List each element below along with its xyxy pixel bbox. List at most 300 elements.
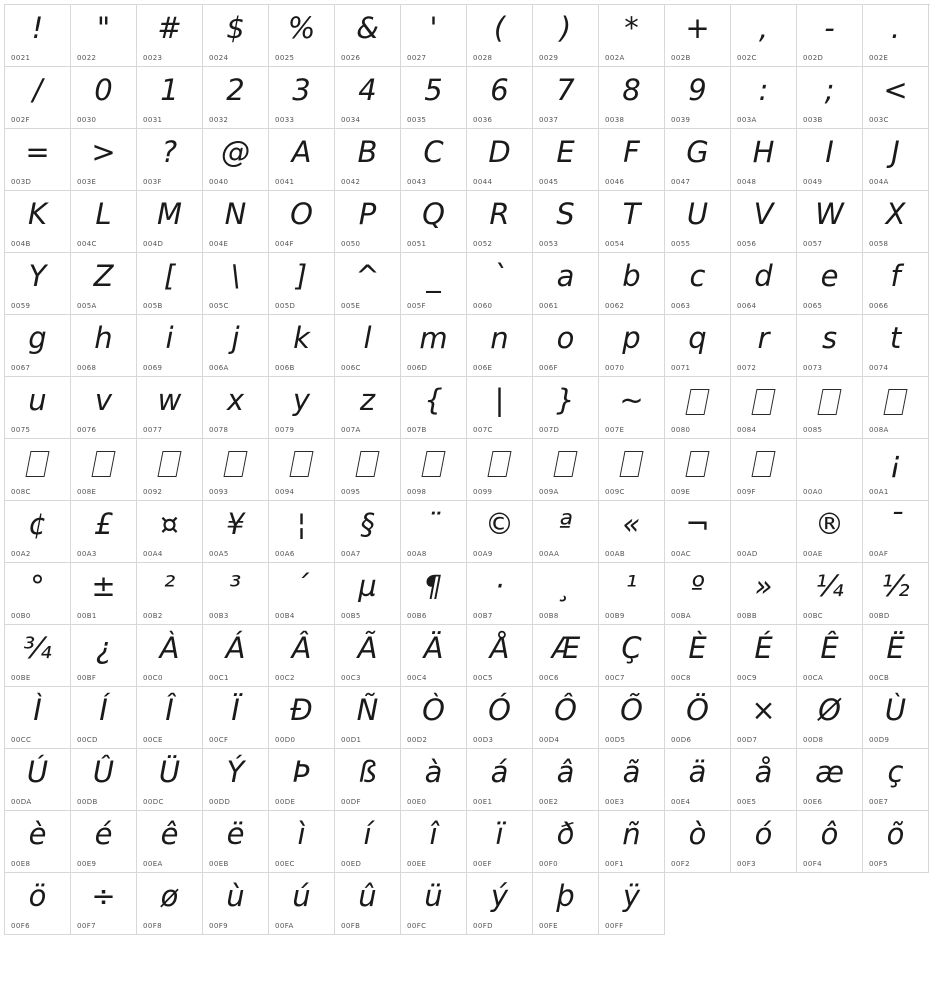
glyph-cell[interactable] <box>203 191 269 253</box>
glyph-cell[interactable] <box>731 315 797 377</box>
glyph-cell[interactable] <box>863 129 929 191</box>
glyph-cell[interactable] <box>137 811 203 873</box>
glyph-codepoint: 00C0 <box>143 674 163 682</box>
glyph-cell[interactable] <box>797 191 863 253</box>
glyph-cell[interactable] <box>467 749 533 811</box>
glyph-codepoint: 003B <box>803 116 823 124</box>
glyph-cell[interactable] <box>335 501 401 563</box>
glyph-character: Û <box>92 755 115 789</box>
glyph-cell[interactable] <box>137 501 203 563</box>
glyph-cell[interactable] <box>599 749 665 811</box>
glyph-cell[interactable] <box>467 5 533 67</box>
glyph-cell[interactable] <box>731 625 797 687</box>
glyph-cell[interactable] <box>731 67 797 129</box>
glyph-cell[interactable] <box>533 253 599 315</box>
glyph-character: x <box>226 383 245 417</box>
glyph-cell[interactable] <box>665 749 731 811</box>
glyph-codepoint: 0040 <box>209 178 229 186</box>
glyph-cell[interactable] <box>533 687 599 749</box>
glyph-cell[interactable] <box>797 5 863 67</box>
glyph-cell[interactable] <box>467 501 533 563</box>
glyph-cell[interactable] <box>401 563 467 625</box>
glyph-codepoint: 0031 <box>143 116 163 124</box>
glyph-cell[interactable] <box>533 315 599 377</box>
glyph-cell[interactable] <box>137 873 203 935</box>
glyph-cell[interactable] <box>5 191 71 253</box>
glyph-cell[interactable] <box>401 315 467 377</box>
glyph-codepoint: 00C6 <box>539 674 559 682</box>
glyph-codepoint: 0079 <box>275 426 295 434</box>
glyph-cell[interactable] <box>5 563 71 625</box>
glyph-cell[interactable] <box>5 5 71 67</box>
glyph-cell[interactable] <box>5 439 71 501</box>
glyph-cell[interactable] <box>467 811 533 873</box>
glyph-character: 4 <box>358 73 377 107</box>
glyph-cell[interactable] <box>335 811 401 873</box>
glyph-cell[interactable] <box>335 253 401 315</box>
glyph-cell[interactable] <box>203 811 269 873</box>
glyph-character: z <box>359 383 376 417</box>
glyph-cell[interactable] <box>599 625 665 687</box>
glyph-codepoint: 0034 <box>341 116 361 124</box>
glyph-codepoint: 007E <box>605 426 625 434</box>
glyph-character: P <box>358 197 377 231</box>
glyph-cell[interactable] <box>203 129 269 191</box>
glyph-cell[interactable] <box>665 563 731 625</box>
glyph-character: Ø <box>818 693 841 727</box>
glyph-cell[interactable] <box>71 377 137 439</box>
glyph-cell[interactable] <box>533 501 599 563</box>
glyph-cell[interactable] <box>731 253 797 315</box>
glyph-cell[interactable] <box>797 625 863 687</box>
glyph-cell[interactable] <box>5 501 71 563</box>
glyph-cell[interactable] <box>731 501 797 563</box>
glyph-codepoint: 0064 <box>737 302 757 310</box>
glyph-cell[interactable] <box>5 315 71 377</box>
glyph-character: ¹ <box>625 569 638 603</box>
glyph-character: û <box>358 879 377 913</box>
glyph-cell[interactable] <box>71 315 137 377</box>
glyph-cell[interactable] <box>863 625 929 687</box>
glyph-cell[interactable] <box>401 873 467 935</box>
glyph-cell[interactable] <box>203 501 269 563</box>
glyph-character: ª <box>558 507 573 541</box>
glyph-cell[interactable] <box>467 377 533 439</box>
glyph-cell[interactable] <box>467 253 533 315</box>
glyph-cell[interactable] <box>401 377 467 439</box>
glyph-cell[interactable] <box>71 191 137 253</box>
glyph-character: µ <box>358 569 377 603</box>
glyph-cell[interactable] <box>203 315 269 377</box>
glyph-cell[interactable] <box>203 439 269 501</box>
glyph-cell[interactable] <box>599 687 665 749</box>
glyph-cell[interactable] <box>269 563 335 625</box>
glyph-character: ê <box>160 817 179 851</box>
glyph-character: ¾ <box>23 631 52 665</box>
glyph-cell[interactable] <box>863 191 929 253</box>
glyph-codepoint: 00A8 <box>407 550 427 558</box>
notdef-box-icon <box>25 451 49 477</box>
glyph-cell[interactable] <box>401 811 467 873</box>
glyph-codepoint: 005C <box>209 302 229 310</box>
glyph-codepoint: 005D <box>275 302 296 310</box>
glyph-cell[interactable] <box>335 5 401 67</box>
notdef-box-icon <box>553 451 577 477</box>
glyph-cell[interactable] <box>665 501 731 563</box>
glyph-cell[interactable] <box>71 811 137 873</box>
glyph-cell[interactable] <box>335 749 401 811</box>
glyph-codepoint: 0047 <box>671 178 691 186</box>
glyph-cell[interactable] <box>335 67 401 129</box>
glyph-cell[interactable] <box>797 129 863 191</box>
glyph-cell[interactable] <box>137 563 203 625</box>
glyph-cell[interactable] <box>665 67 731 129</box>
glyph-character: ² <box>163 569 176 603</box>
glyph-cell[interactable] <box>71 687 137 749</box>
glyph-cell[interactable] <box>335 191 401 253</box>
glyph-character: M <box>156 197 183 231</box>
glyph-cell[interactable] <box>71 749 137 811</box>
glyph-cell[interactable] <box>533 873 599 935</box>
glyph-character: 5 <box>424 73 443 107</box>
glyph-cell[interactable] <box>533 439 599 501</box>
glyph-cell[interactable] <box>599 129 665 191</box>
glyph-cell[interactable] <box>203 687 269 749</box>
glyph-character: q <box>688 321 707 355</box>
glyph-codepoint: 0035 <box>407 116 427 124</box>
glyph-cell[interactable] <box>665 377 731 439</box>
glyph-cell[interactable] <box>203 625 269 687</box>
glyph-cell[interactable] <box>599 5 665 67</box>
glyph-cell[interactable] <box>401 191 467 253</box>
glyph-cell[interactable] <box>269 5 335 67</box>
glyph-codepoint: 009F <box>737 488 756 496</box>
glyph-codepoint: 00C2 <box>275 674 295 682</box>
glyph-cell[interactable] <box>335 625 401 687</box>
glyph-cell[interactable] <box>269 625 335 687</box>
glyph-cell[interactable] <box>467 129 533 191</box>
glyph-character: l <box>363 321 372 355</box>
glyph-cell[interactable] <box>731 5 797 67</box>
glyph-cell[interactable] <box>533 377 599 439</box>
glyph-cell[interactable] <box>599 563 665 625</box>
glyph-cell[interactable] <box>797 749 863 811</box>
glyph-cell[interactable] <box>467 439 533 501</box>
glyph-codepoint: 0069 <box>143 364 163 372</box>
glyph-cell[interactable] <box>797 377 863 439</box>
glyph-cell[interactable] <box>401 687 467 749</box>
glyph-cell[interactable] <box>71 5 137 67</box>
glyph-cell[interactable] <box>863 377 929 439</box>
glyph-cell[interactable] <box>731 377 797 439</box>
glyph-cell[interactable] <box>797 501 863 563</box>
glyph-cell[interactable] <box>335 687 401 749</box>
glyph-cell[interactable] <box>599 315 665 377</box>
glyph-cell[interactable] <box>665 253 731 315</box>
glyph-cell[interactable] <box>5 873 71 935</box>
glyph-cell[interactable] <box>203 5 269 67</box>
glyph-character: h <box>94 321 113 355</box>
glyph-cell[interactable] <box>5 129 71 191</box>
glyph-cell[interactable] <box>137 439 203 501</box>
glyph-codepoint: 00FC <box>407 922 427 930</box>
glyph-cell[interactable] <box>269 749 335 811</box>
glyph-codepoint: 0075 <box>11 426 31 434</box>
glyph-cell[interactable] <box>137 191 203 253</box>
glyph-cell[interactable] <box>203 563 269 625</box>
glyph-cell[interactable] <box>731 129 797 191</box>
glyph-codepoint: 0042 <box>341 178 361 186</box>
glyph-cell[interactable] <box>533 563 599 625</box>
glyph-cell[interactable] <box>401 501 467 563</box>
glyph-cell[interactable] <box>269 439 335 501</box>
glyph-character <box>401 441 466 483</box>
glyph-cell[interactable] <box>137 315 203 377</box>
glyph-codepoint: 00C9 <box>737 674 757 682</box>
glyph-cell[interactable] <box>137 5 203 67</box>
glyph-cell[interactable] <box>5 67 71 129</box>
glyph-cell[interactable] <box>665 811 731 873</box>
glyph-character <box>731 441 796 483</box>
glyph-cell[interactable] <box>137 253 203 315</box>
glyph-cell[interactable] <box>731 811 797 873</box>
glyph-cell[interactable] <box>203 253 269 315</box>
glyph-cell[interactable] <box>599 811 665 873</box>
glyph-cell[interactable] <box>269 873 335 935</box>
glyph-cell[interactable] <box>401 625 467 687</box>
glyph-character: ¿ <box>95 631 112 665</box>
glyph-cell[interactable] <box>863 315 929 377</box>
glyph-cell[interactable] <box>137 67 203 129</box>
glyph-cell[interactable] <box>863 687 929 749</box>
glyph-cell[interactable] <box>863 563 929 625</box>
glyph-cell[interactable] <box>467 191 533 253</box>
glyph-cell[interactable] <box>863 439 929 501</box>
glyph-cell[interactable] <box>5 687 71 749</box>
glyph-character: ¥ <box>226 507 245 541</box>
glyph-cell[interactable] <box>269 129 335 191</box>
glyph-cell[interactable] <box>71 873 137 935</box>
glyph-character: í <box>363 817 372 851</box>
glyph-cell[interactable] <box>665 439 731 501</box>
glyph-cell[interactable] <box>665 191 731 253</box>
glyph-codepoint: 0084 <box>737 426 757 434</box>
glyph-cell[interactable] <box>467 687 533 749</box>
glyph-character: § <box>360 507 375 541</box>
glyph-cell[interactable] <box>665 315 731 377</box>
glyph-cell[interactable] <box>665 625 731 687</box>
glyph-cell[interactable] <box>203 377 269 439</box>
glyph-codepoint: 00C5 <box>473 674 493 682</box>
glyph-codepoint: 00E7 <box>869 798 889 806</box>
glyph-codepoint: 003A <box>737 116 757 124</box>
glyph-cell[interactable] <box>71 67 137 129</box>
glyph-cell[interactable] <box>71 129 137 191</box>
glyph-character: Ó <box>488 693 511 727</box>
glyph-cell[interactable] <box>335 563 401 625</box>
glyph-cell[interactable] <box>71 439 137 501</box>
glyph-cell[interactable] <box>599 253 665 315</box>
glyph-cell[interactable] <box>731 563 797 625</box>
glyph-character: × <box>751 693 776 727</box>
glyph-cell[interactable] <box>863 5 929 67</box>
glyph-cell[interactable] <box>797 811 863 873</box>
glyph-cell[interactable] <box>5 625 71 687</box>
glyph-cell[interactable] <box>401 749 467 811</box>
glyph-character: æ <box>815 755 844 789</box>
glyph-cell[interactable] <box>335 129 401 191</box>
glyph-cell[interactable] <box>467 67 533 129</box>
glyph-character: ¨ <box>426 507 441 541</box>
glyph-character: Ü <box>158 755 181 789</box>
glyph-codepoint: 008C <box>11 488 31 496</box>
glyph-character: ; <box>824 73 835 107</box>
glyph-codepoint: 0054 <box>605 240 625 248</box>
glyph-cell[interactable] <box>467 625 533 687</box>
glyph-cell[interactable] <box>137 687 203 749</box>
glyph-cell[interactable] <box>137 129 203 191</box>
glyph-cell[interactable] <box>203 67 269 129</box>
glyph-cell[interactable] <box>137 749 203 811</box>
glyph-character: J <box>891 135 900 169</box>
glyph-codepoint: 0080 <box>671 426 691 434</box>
glyph-cell[interactable] <box>5 377 71 439</box>
glyph-cell[interactable] <box>269 811 335 873</box>
glyph-cell[interactable] <box>797 439 863 501</box>
glyph-character: K <box>27 197 48 231</box>
glyph-cell[interactable] <box>401 5 467 67</box>
glyph-cell[interactable] <box>665 5 731 67</box>
glyph-cell[interactable] <box>533 749 599 811</box>
glyph-cell[interactable] <box>71 253 137 315</box>
glyph-cell[interactable] <box>335 439 401 501</box>
glyph-character: © <box>485 507 514 541</box>
glyph-cell[interactable] <box>467 563 533 625</box>
glyph-codepoint: 0078 <box>209 426 229 434</box>
glyph-codepoint: 0025 <box>275 54 295 62</box>
glyph-character: ¦ <box>296 507 307 541</box>
glyph-character: X <box>885 197 906 231</box>
glyph-cell[interactable] <box>533 191 599 253</box>
glyph-cell[interactable] <box>71 563 137 625</box>
glyph-character: Ô <box>554 693 577 727</box>
glyph-cell[interactable] <box>203 749 269 811</box>
glyph-character: ~ <box>619 383 644 417</box>
glyph-character: ä <box>688 755 707 789</box>
glyph-cell[interactable] <box>797 67 863 129</box>
glyph-character <box>665 379 730 421</box>
glyph-cell[interactable] <box>5 749 71 811</box>
glyph-character <box>665 441 730 483</box>
glyph-cell[interactable] <box>467 873 533 935</box>
glyph-cell[interactable] <box>71 501 137 563</box>
glyph-cell[interactable] <box>401 253 467 315</box>
glyph-character: \ <box>230 259 241 293</box>
glyph-character: ò <box>688 817 707 851</box>
glyph-cell[interactable] <box>533 67 599 129</box>
glyph-cell[interactable] <box>863 501 929 563</box>
glyph-cell[interactable] <box>269 191 335 253</box>
glyph-cell[interactable] <box>335 315 401 377</box>
glyph-cell[interactable] <box>269 687 335 749</box>
glyph-cell[interactable] <box>5 253 71 315</box>
glyph-cell[interactable] <box>863 811 929 873</box>
glyph-cell[interactable] <box>599 67 665 129</box>
glyph-cell[interactable] <box>71 625 137 687</box>
glyph-character: w <box>157 383 182 417</box>
glyph-cell[interactable] <box>335 873 401 935</box>
glyph-character: £ <box>94 507 113 541</box>
glyph-cell[interactable] <box>665 129 731 191</box>
glyph-character: º <box>690 569 705 603</box>
glyph-cell[interactable] <box>401 439 467 501</box>
glyph-cell[interactable] <box>137 625 203 687</box>
glyph-codepoint: 0050 <box>341 240 361 248</box>
glyph-cell[interactable] <box>5 811 71 873</box>
glyph-codepoint: 0094 <box>275 488 295 496</box>
glyph-cell[interactable] <box>797 253 863 315</box>
glyph-cell[interactable] <box>599 501 665 563</box>
glyph-codepoint: 00E6 <box>803 798 823 806</box>
glyph-codepoint: 00A1 <box>869 488 889 496</box>
glyph-cell[interactable] <box>797 315 863 377</box>
glyph-cell[interactable] <box>203 873 269 935</box>
glyph-cell[interactable] <box>599 377 665 439</box>
glyph-cell[interactable] <box>269 315 335 377</box>
glyph-character <box>797 379 862 421</box>
glyph-codepoint: 0063 <box>671 302 691 310</box>
glyph-cell[interactable] <box>599 191 665 253</box>
glyph-character <box>5 441 70 483</box>
glyph-cell[interactable] <box>467 315 533 377</box>
glyph-cell[interactable] <box>269 253 335 315</box>
glyph-cell[interactable] <box>731 191 797 253</box>
glyph-cell[interactable] <box>533 811 599 873</box>
glyph-cell[interactable] <box>269 377 335 439</box>
glyph-cell[interactable] <box>533 129 599 191</box>
glyph-cell[interactable] <box>269 501 335 563</box>
glyph-character: W <box>815 197 844 231</box>
glyph-codepoint: 006E <box>473 364 493 372</box>
glyph-cell[interactable] <box>863 253 929 315</box>
glyph-cell[interactable] <box>533 5 599 67</box>
notdef-box-icon <box>421 451 445 477</box>
glyph-codepoint: 00FD <box>473 922 493 930</box>
glyph-codepoint: 00CF <box>209 736 229 744</box>
glyph-codepoint: 00DF <box>341 798 361 806</box>
glyph-codepoint: 0076 <box>77 426 97 434</box>
glyph-cell[interactable] <box>731 439 797 501</box>
glyph-cell[interactable] <box>599 873 665 935</box>
glyph-character <box>269 441 334 483</box>
glyph-cell[interactable] <box>269 67 335 129</box>
glyph-codepoint: 00B4 <box>275 612 295 620</box>
glyph-cell[interactable] <box>401 129 467 191</box>
glyph-character: ! <box>31 11 44 45</box>
glyph-cell[interactable] <box>797 687 863 749</box>
glyph-cell[interactable] <box>335 377 401 439</box>
glyph-cell[interactable] <box>731 749 797 811</box>
glyph-cell[interactable] <box>731 687 797 749</box>
glyph-cell[interactable] <box>863 67 929 129</box>
glyph-cell[interactable] <box>137 377 203 439</box>
glyph-cell[interactable] <box>401 67 467 129</box>
glyph-cell[interactable] <box>533 625 599 687</box>
glyph-cell[interactable] <box>797 563 863 625</box>
glyph-cell[interactable] <box>599 439 665 501</box>
glyph-cell[interactable] <box>863 749 929 811</box>
glyph-cell[interactable] <box>665 687 731 749</box>
